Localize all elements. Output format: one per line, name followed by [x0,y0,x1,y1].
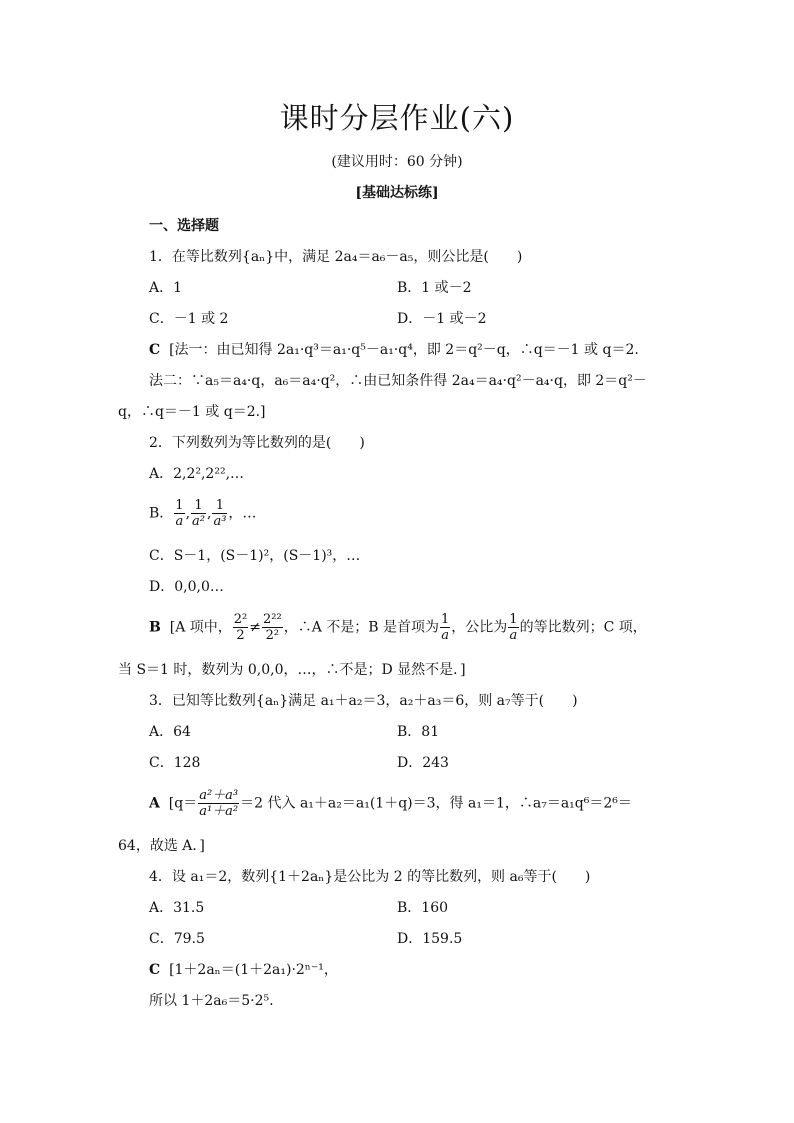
level-heading: [基础达标练] [355,185,439,201]
q4-solution-line2: 所以 1＋2a₆＝5·2⁵. [149,993,274,1009]
q2-option-b-suffix: ，… [228,505,257,522]
q2-option-b: B． $\frac{1}{a}$ , $\frac{1}{\text{a²}}$ , $\frac{1}{\text{a³}}$ ，… [149,498,257,529]
q2-option-b-fraction-3: $\frac{1}{\text{a³}}$ [213,498,227,529]
q2-option-d: D．0,0,0… [149,579,224,595]
q3-solution-fraction: $\frac{\text{a²＋a³}}{\text{a¹＋a²}}$ [199,788,239,819]
q2-solution-fraction-4: $\frac{1}{a}$ [509,612,518,643]
q2-option-b-fraction-1: $\frac{1}{a}$ [175,498,184,529]
q4-option-b: B．160 [397,900,449,916]
q1-solution-line2: 法二：∵a₅＝a₄·q，a₆＝a₄·q²，∴由已知条件得 2a₄＝a₄·q²－a₄·q，即 2＝q²－ [149,373,647,389]
q2-solution-fraction-1: $\frac{\text{2²}}{2}$ [233,612,248,643]
q1-option-a: A．1 [149,280,183,296]
q1-option-b: B．1 或－2 [397,280,472,296]
q4-stem: 4．设 a₁＝2，数列{1＋2aₙ}是公比为 2 的等比数列，则 a₆等于( ) [149,869,591,885]
page-title: 课时分层作业(六) [279,101,515,135]
q1-option-d: D．－1 或－2 [397,311,487,327]
q4-option-c: C．79.5 [149,931,205,947]
q1-solution-line3: q，∴q＝－1 或 q＝2.] [118,404,266,420]
q4-option-d: D．159.5 [397,931,463,947]
q4-solution-text1: [1＋2aₙ＝(1＋2a₁)·2ⁿ⁻¹， [169,962,338,978]
q2-solution-fraction-2: $\frac{\text{2²²}}{\text{2²}}$ [263,612,282,643]
q1-option-c: C．－1 或 2 [149,311,229,327]
q1-stem: 1．在等比数列{aₙ}中，满足 2a₄＝a₆－a₅，则公比是( ) [149,249,523,265]
q3-solution-line1: A [q＝ $\frac{\text{a²＋a³}}{\text{a¹＋a²}}$ ＝2 代入 a₁＋a₂＝a₁(1＋q)＝3，得 a₁＝1，∴a₇＝a₁q⁶＝2⁶＝ [149,788,632,819]
q3-answer: A [149,795,160,812]
q2-option-c: C．S－1，(S－1)²，(S－1)³，… [149,548,361,564]
q4-option-a: A．31.5 [149,900,205,916]
q3-stem: 3．已知等比数列{aₙ}满足 a₁＋a₂＝3，a₂＋a₃＝6，则 a₇等于( ) [149,693,578,709]
q4-solution-line1 [149,960,338,980]
q2-stem: 2．下列数列为等比数列的是( ) [149,435,365,451]
q3-option-a: A．64 [149,724,191,740]
time-note: (建议用时：60 分钟) [331,154,463,170]
q1-solution-line1 [149,340,639,360]
q2-solution-fraction-3: $\frac{1}{a}$ [441,612,450,643]
q3-option-c: C．128 [149,755,201,771]
q2-solution-line1: B [A 项中， $\frac{\text{2²}}{2}$ ≠ $\frac{\text{2²²}}{\text{2²}}$ ，∴A 不是；B 是首项为 $\frac{1}{a}$ ，公比为 $\frac{1}{a}$ 的等比数列；C 项， [149,612,647,643]
section-heading: 一、选择题 [149,218,219,234]
q2-option-b-fraction-2: $\frac{1}{\text{a²}}$ [192,498,205,529]
q3-option-d: D．243 [397,755,449,771]
q1-answer: C [149,342,161,358]
q2-option-b-prefix: B． [149,505,174,522]
q4-answer: C [149,962,161,978]
q2-option-a: A．2,2²,2²²,… [149,466,245,482]
q1-solution-text1: [法一：由已知得 2a₁·q³＝a₁·q⁵－a₁·q⁴，即 2＝q²－q，∴q＝－1 或 q＝2. [169,342,639,358]
q2-solution-line2: 当 S＝1 时，数列为 0,0,0，…，∴不是；D 显然不是．] [118,662,466,678]
q3-option-b: B．81 [397,724,440,740]
q2-answer: B [149,619,161,636]
q3-solution-line2: 64，故选 A．] [118,838,205,854]
